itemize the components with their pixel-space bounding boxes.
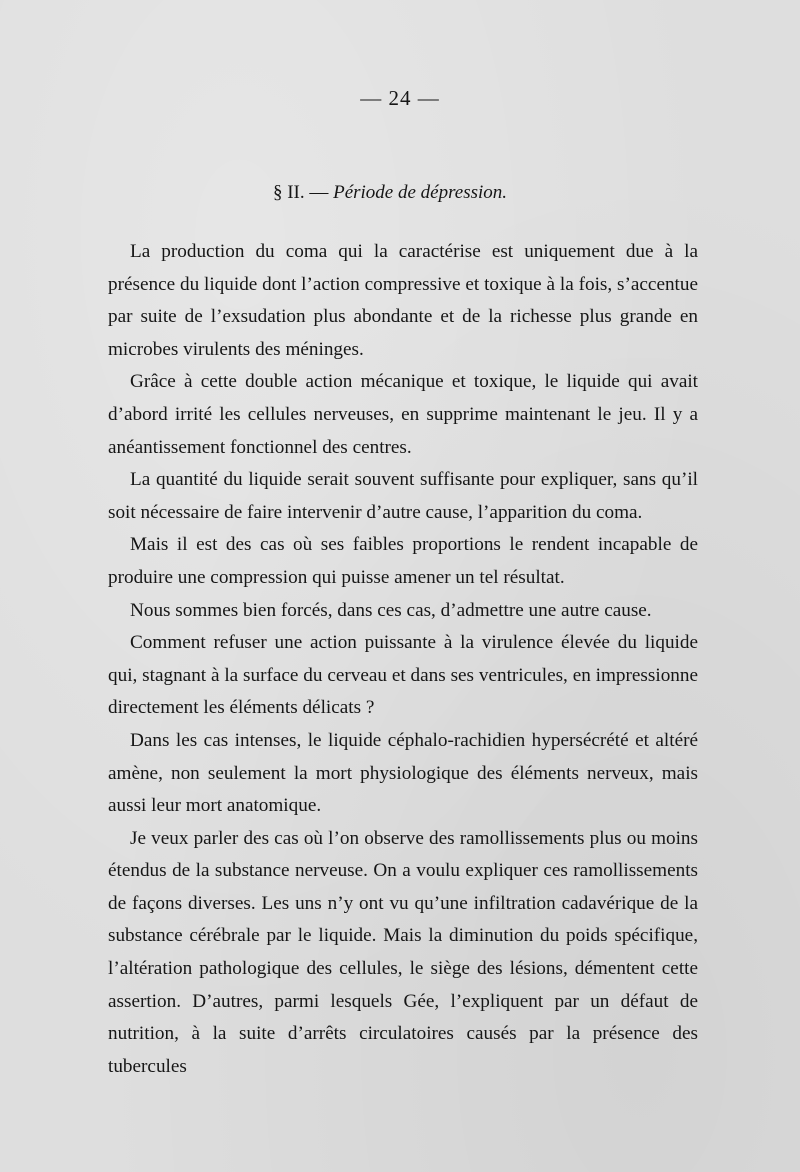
paragraph: Je veux parler des cas où l’on observe des ramollissements plus ou moins étendus de la substance nerveuse. On a voulu expliquer ces ramollissements de façons diverses. Les uns n’y ont vu qu’une infiltration cadavérique de la substance cérébrale par le liquide. Mais la diminution du poids spécifique, l’altération pathologique des cellules, le siège des lésions, démentent cette assertion. D’autres, parmi lesquels Gée, l’expliquent par un défaut de nutrition, à la suite d’arrêts circulatoires causés par la présence des tubercules [108,827,698,1077]
paragraph: Grâce à cette double action mécanique et toxique, le liquide qui avait d’abord irrité les cellules nerveuses, en supprime maintenant le jeu. Il y a anéantissement fonctionnel des centres. [108,371,698,458]
paragraph: La production du coma qui la caractérise est uniquement due à la présence du liquide dont l’action compressive et toxique à la fois, s’accentue par suite de l’exsudation plus abondante et de la richesse plus grande en microbes virulents des méninges. [108,241,698,360]
page-number: — 24 — [360,86,440,110]
paragraph: Dans les cas intenses, le liquide céphalo-rachidien hypersécrété et altéré amène, non seulement la mort physiologique des éléments nerveux, mais aussi leur mort anatomique. [108,729,698,817]
section-number: § II. — [272,182,329,203]
paragraph: La quantité du liquide serait souvent suffisante pour expliquer, sans qu’il soit nécessaire de faire intervenir d’autre cause, l’apparition du coma. [108,469,698,523]
paragraph: Comment refuser une action puissante à la virulence élevée du liquide qui, stagnant à la surface du cerveau et dans ses ventricules, en impressionne directement les éléments délicats ? [108,632,698,719]
body-text [108,236,698,1083]
paragraph: Nous sommes bien forcés, dans ces cas, d’admettre une autre cause. [130,599,652,621]
section-heading [0,182,780,204]
section-title: Période de dépression. [333,182,508,203]
paragraph: Mais il est des cas où ses faibles proportions le rendent incapable de produire une compression qui puisse amener un tel résultat. [108,534,698,588]
